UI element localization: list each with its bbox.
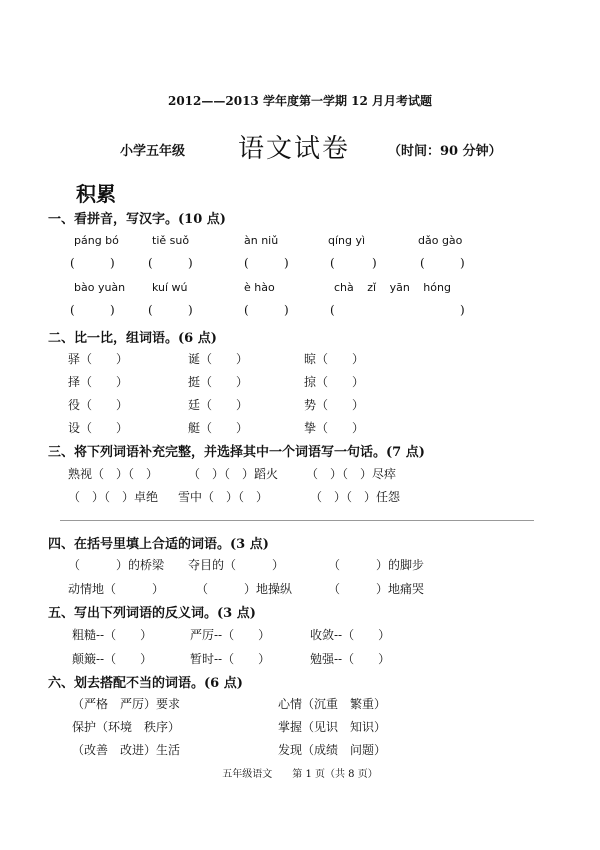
word-item: 驿（ ） (68, 352, 129, 366)
antonym-item: 暂时--（ ） (190, 652, 271, 666)
fill-item: 动情地（ ） (68, 582, 165, 596)
word-item: 役（ ） (68, 398, 129, 412)
q6-title: 六、划去搭配不当的词语。(6 点) (48, 676, 243, 691)
word-item: 诞（ ） (188, 352, 249, 366)
bracket-close: ) (110, 256, 115, 270)
collocation-item: （改善 改进）生活 (72, 743, 181, 757)
word-item: 挺（ ） (188, 375, 249, 389)
q3-title: 三、将下列词语补充完整，并选择其中一个词语写一句话。(7 点) (48, 445, 425, 460)
answer-line (60, 520, 534, 521)
antonym-item: 勉强--（ ） (310, 652, 391, 666)
pinyin: dǎo gào (418, 234, 463, 247)
pinyin: tiě suǒ (152, 234, 190, 247)
collocation-item: 发现（成绩 问题） (278, 743, 387, 757)
idiom-item: （ ）（ ）尽瘁 (306, 467, 397, 481)
bracket-open: ( (420, 256, 425, 270)
bracket-open: ( (148, 303, 153, 317)
word-item: 艇（ ） (188, 421, 249, 435)
pinyin: è hào (244, 281, 275, 294)
pinyin: kuí wú (152, 281, 188, 294)
bracket-close: ) (188, 303, 193, 317)
bracket-close: ) (188, 256, 193, 270)
fill-item: （ ）的桥梁 (68, 558, 165, 572)
idiom-item: （ ）（ ）任怨 (310, 490, 401, 504)
antonym-item: 严厉--（ ） (190, 628, 271, 642)
page-footer: 五年级语文 第 1 页（共 8 页） (222, 769, 378, 780)
word-item: 势（ ） (304, 398, 365, 412)
time-limit: （时间：90 分钟） (388, 144, 502, 159)
section-heading: 积累 (76, 182, 116, 206)
q1-title: 一、看拼音，写汉字。(10 点) (48, 212, 226, 227)
bracket-open: ( (244, 256, 249, 270)
bracket-open: ( (70, 256, 75, 270)
grade-label: 小学五年级 (120, 144, 186, 159)
paper-title: 语文试卷 (238, 134, 351, 164)
fill-item: 夺目的（ ） (188, 558, 285, 572)
collocation-item: （严格 严厉）要求 (72, 697, 181, 711)
exam-title: 2012——2013 学年度第一学期 12 月月考试题 (167, 94, 433, 108)
bracket-open: ( (330, 256, 335, 270)
word-item: 设（ ） (68, 421, 129, 435)
antonym-item: 粗糙--（ ） (72, 628, 153, 642)
pinyin: àn niǔ (244, 234, 279, 247)
idiom-item: （ ）（ ）蹈火 (188, 467, 279, 481)
antonym-item: 颠簸--（ ） (72, 652, 153, 666)
pinyin: páng bó (74, 234, 119, 247)
q5-title: 五、写出下列词语的反义词。(3 点) (48, 606, 256, 621)
idiom-item: 雪中（ ）（ ） (178, 490, 269, 504)
idiom-item: 熟视（ ）（ ） (68, 467, 159, 481)
collocation-item: 掌握（见识 知识） (278, 720, 387, 734)
collocation-item: 保护（环境 秩序） (72, 720, 181, 734)
bracket-open: ( (330, 303, 335, 317)
bracket-close: ) (284, 303, 289, 317)
antonym-item: 收敛--（ ） (310, 628, 391, 642)
bracket-close: ) (284, 256, 289, 270)
bracket-open: ( (244, 303, 249, 317)
bracket-close: ) (372, 256, 377, 270)
word-item: 廷（ ） (188, 398, 249, 412)
pinyin: qíng yì (328, 234, 366, 247)
fill-item: （ ）的脚步 (328, 558, 425, 572)
bracket-open: ( (70, 303, 75, 317)
pinyin: chà zǐ yān hóng (334, 281, 451, 294)
word-item: 挚（ ） (304, 421, 365, 435)
word-item: 择（ ） (68, 375, 129, 389)
idiom-item: （ ）（ ）卓绝 (68, 490, 159, 504)
word-item: 掠（ ） (304, 375, 365, 389)
q2-title: 二、比一比，组词语。(6 点) (48, 331, 217, 346)
bracket-close: ) (110, 303, 115, 317)
bracket-close: ) (460, 256, 465, 270)
pinyin: bào yuàn (74, 281, 126, 294)
bracket-close: ) (460, 303, 465, 317)
q4-title: 四、在括号里填上合适的词语。(3 点) (48, 537, 269, 552)
fill-item: （ ）地痛哭 (328, 582, 425, 596)
collocation-item: 心情（沉重 繁重） (278, 697, 387, 711)
fill-item: （ ）地操纵 (196, 582, 293, 596)
word-item: 晾（ ） (304, 352, 365, 366)
bracket-open: ( (148, 256, 153, 270)
